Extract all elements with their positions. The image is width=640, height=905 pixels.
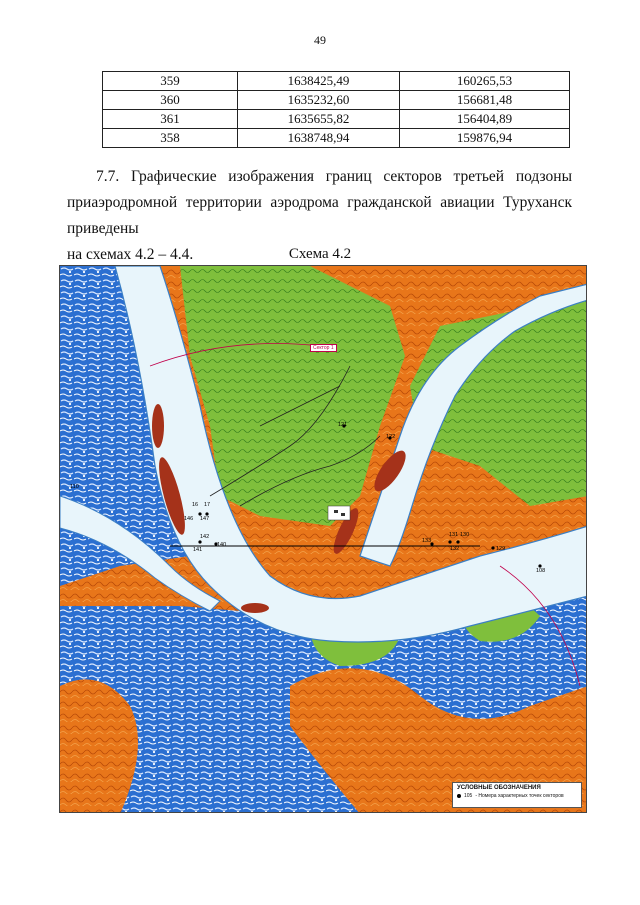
page-number: 49 (314, 33, 326, 47)
map-legend (452, 782, 582, 808)
legend-title: УСЛОВНЫЕ ОБОЗНАЧЕНИЯ (457, 785, 541, 791)
paragraph-line (67, 164, 572, 190)
table-cell: 160265,53 (400, 72, 570, 91)
point-label: 140 (217, 542, 227, 548)
point-label: 142 (200, 534, 210, 540)
table-cell: 1635655,82 (238, 110, 400, 129)
table-cell: 1638748,94 (238, 129, 400, 148)
point-marker-icon (457, 794, 461, 798)
table-cell: 156681,48 (400, 91, 570, 110)
table-row (103, 91, 570, 110)
point-label: 130 (460, 532, 470, 538)
table-cell: 361 (103, 110, 238, 129)
point-label: 133 (422, 538, 432, 544)
paragraph-line: приаэродромной территории аэродрома гражданской авиации Туруханск приведены (67, 194, 572, 237)
point-label: 122 (386, 434, 396, 440)
point-label: 129 (496, 546, 506, 552)
point-label: 147 (200, 516, 210, 522)
table-cell: 360 (103, 91, 238, 110)
point-label: 110 (70, 484, 79, 490)
table-cell: 1635232,60 (238, 91, 400, 110)
paragraph-text: 7.7. Графические изображения границ секторов третьей подзоны (96, 168, 572, 185)
topographic-map (59, 265, 587, 813)
sector-label: Сектор 1 (310, 344, 337, 352)
point-label: 121 (338, 422, 348, 428)
scheme-title: Схема 4.2 (288, 246, 352, 262)
table-cell: 159876,94 (400, 129, 570, 148)
point-label: 16 (192, 502, 199, 508)
legend-point-desc: - Номера характерных точек секторов (475, 793, 564, 799)
point-label: 146 (184, 516, 194, 522)
point-label: 132 (450, 546, 460, 552)
legend-point-number: 105 (464, 793, 473, 799)
table-row (103, 110, 570, 129)
legend-row (453, 791, 581, 799)
table-row (103, 72, 570, 91)
coordinates-table (102, 71, 570, 148)
table-cell: 1638425,49 (238, 72, 400, 91)
point-label: 17 (204, 502, 211, 508)
table-cell: 156404,89 (400, 110, 570, 129)
point-label: 108 (536, 568, 546, 574)
table-cell: 359 (103, 72, 238, 91)
point-label: 141 (193, 547, 203, 553)
table-cell: 358 (103, 129, 238, 148)
point-label: 131 (449, 532, 459, 538)
table-row (103, 129, 570, 148)
paragraph-line: на схемах 4.2 – 4.4. (67, 246, 194, 263)
